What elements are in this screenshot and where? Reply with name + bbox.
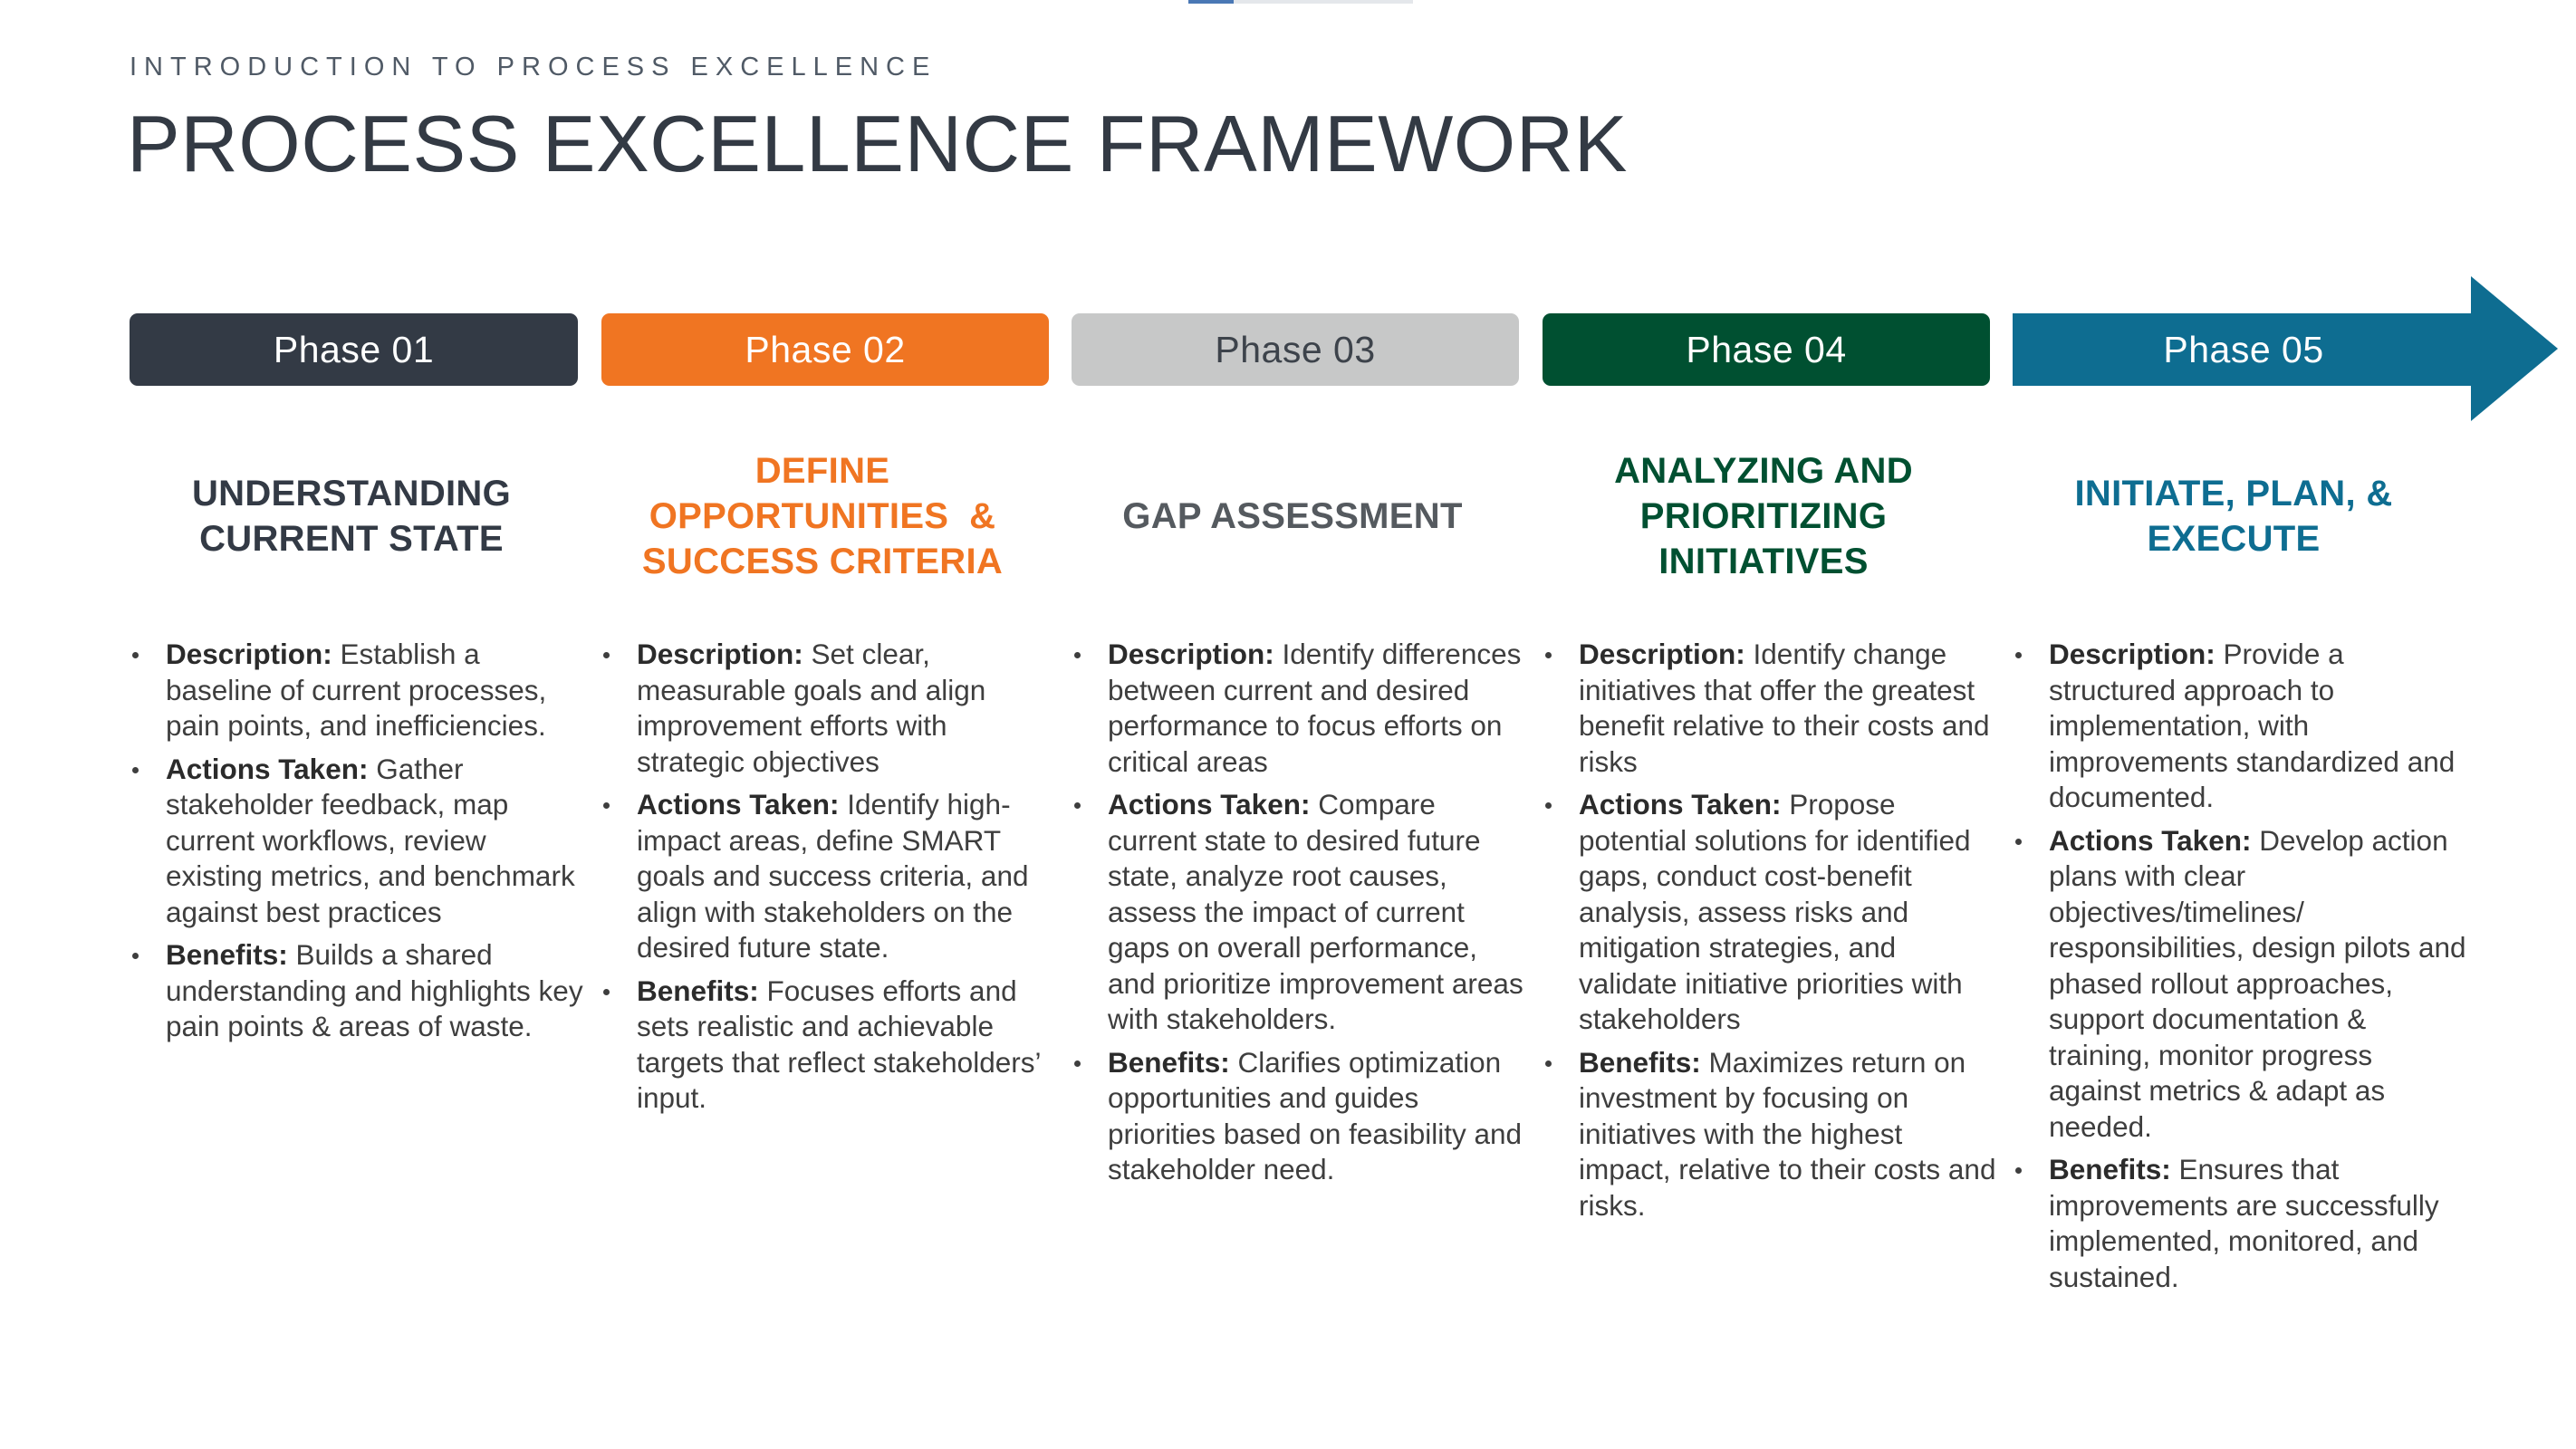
bullet-actions	[1072, 787, 1524, 1038]
heading-line: EXECUTE	[2147, 519, 2321, 559]
heading-line: DEFINE	[755, 451, 890, 491]
phase-05-heading	[2007, 435, 2460, 598]
heading-line: PRIORITIZING	[1639, 496, 1888, 536]
phase-02-bar: Phase 02	[601, 313, 1049, 386]
bullet-term: Description:	[2049, 638, 2216, 670]
bullet-description	[601, 637, 1062, 780]
heading-line: OPPORTUNITIES &	[649, 496, 996, 536]
bullet-text: Ensures that improvements are successfully implemented, monitored, and sustained.	[2049, 1153, 2439, 1293]
bullet-text: Maximizes return on investment by focusing on initiatives with the highest impact, relative to their costs and risks.	[1579, 1045, 1996, 1222]
bullet-actions	[2013, 823, 2470, 1146]
bullet-term: Description:	[166, 638, 332, 670]
bullet-term: Benefits:	[1579, 1045, 1701, 1079]
phase-05-arrow-head	[2471, 276, 2558, 421]
bullet-term: Description:	[1108, 638, 1274, 670]
bullet-term: Actions Taken:	[2049, 823, 2252, 857]
bullet-term: Benefits:	[2049, 1153, 2171, 1185]
bullet-term: Description:	[637, 638, 803, 670]
heading-line: UNDERSTANDING	[191, 474, 512, 513]
phase-04-heading	[1537, 435, 1990, 598]
top-accent-line	[1188, 0, 1413, 4]
bullet-text: Identify high-impact areas, define SMART goals and success criteria, and align with stakeholders on the desired future state.	[637, 788, 1029, 964]
bullet-actions	[130, 752, 587, 931]
section-eyebrow: INTRODUCTION TO PROCESS EXCELLENCE	[130, 53, 937, 82]
bullet-text: Builds a shared understanding and highlights key pain points & areas of waste.	[166, 938, 583, 1042]
phase-03-bullets	[1072, 637, 1524, 1195]
bullet-term: Benefits:	[166, 938, 288, 971]
phase-02-heading	[596, 435, 1049, 598]
phase-03-bar: Phase 03	[1072, 313, 1519, 386]
phase-04-bullets	[1543, 637, 2000, 1231]
heading-line: CURRENT STATE	[199, 519, 504, 559]
bullet-benefits	[2013, 1152, 2470, 1295]
phase-01-bar: Phase 01	[130, 313, 578, 386]
heading-line: INITIATIVES	[1658, 542, 1869, 581]
page-title: PROCESS EXCELLENCE FRAMEWORK	[127, 99, 1628, 188]
bullet-text: Focuses efforts and sets realistic and achievable targets that reflect stakeholders’ input.	[637, 974, 1041, 1114]
bullet-text: Identify differences between current and desired performance to focus efforts on critical areas	[1108, 638, 1522, 778]
bullet-text: Propose potential solutions for identified gaps, conduct cost-benefit analysis, assess risks and mitigation strategies, and validate initiative priorities with stakeholders	[1579, 788, 1971, 1035]
bullet-benefits	[130, 937, 587, 1045]
heading-line: GAP ASSESSMENT	[1122, 496, 1463, 536]
phase-02-bullets	[601, 637, 1062, 1124]
bullet-text: Establish a baseline of current processes, pain points, and inefficiencies.	[166, 638, 547, 742]
bullet-text: Compare current state to desired future state, analyze root causes, assess the impact of current gaps on overall performance, and prioritize improvement areas with stakeholders.	[1108, 788, 1523, 1035]
bullet-text: Set clear, measurable goals and align improvement efforts with strategic objectives	[637, 638, 986, 778]
bullet-description	[2013, 637, 2470, 816]
bullet-text: Gather stakeholder feedback, map current workflows, review existing metrics, and benchmark against best practices	[166, 752, 575, 928]
bullet-term: Actions Taken:	[637, 788, 840, 820]
phase-03-heading	[1066, 435, 1519, 598]
bullet-description	[130, 637, 587, 744]
bullet-term: Actions Taken:	[1579, 788, 1782, 820]
phase-05-bullets	[2013, 637, 2470, 1302]
heading-line: ANALYZING AND	[1614, 451, 1913, 491]
bullet-text: Provide a structured approach to implementation, with improvements standardized and documented.	[2049, 638, 2456, 813]
bullet-term: Actions Taken:	[1108, 788, 1311, 820]
bullet-text: Clarifies optimization opportunities and guides priorities based on feasibility and stakeholder need.	[1108, 1045, 1523, 1185]
heading-line: SUCCESS CRITERIA	[641, 542, 1004, 581]
bullet-description	[1543, 637, 2000, 780]
bullet-term: Actions Taken:	[166, 752, 369, 785]
bullet-benefits	[1543, 1045, 2000, 1224]
bullet-text: Identify change initiatives that offer the greatest benefit relative to their costs and risks	[1579, 638, 1990, 778]
bullet-term: Benefits:	[637, 974, 759, 1007]
bullet-term: Benefits:	[1108, 1045, 1230, 1079]
phase-01-heading	[125, 435, 578, 598]
phase-05-bar: Phase 05	[2013, 313, 2475, 386]
top-accent-segment	[1188, 0, 1234, 4]
bullet-benefits	[601, 974, 1062, 1117]
bullet-text: Develop action plans with clear objectives/timelines/ responsibilities, design pilots and phased rollout approaches, support documentation & training, monitor progress against metrics & adapt as needed.	[2049, 823, 2466, 1143]
bullet-actions	[601, 787, 1062, 966]
bullet-term: Description:	[1579, 638, 1745, 670]
bullet-description	[1072, 637, 1524, 780]
phase-04-bar: Phase 04	[1543, 313, 1990, 386]
bullet-benefits	[1072, 1045, 1524, 1188]
heading-line: INITIATE, PLAN, &	[2074, 474, 2393, 513]
phase-01-bullets	[130, 637, 587, 1052]
bullet-actions	[1543, 787, 2000, 1038]
